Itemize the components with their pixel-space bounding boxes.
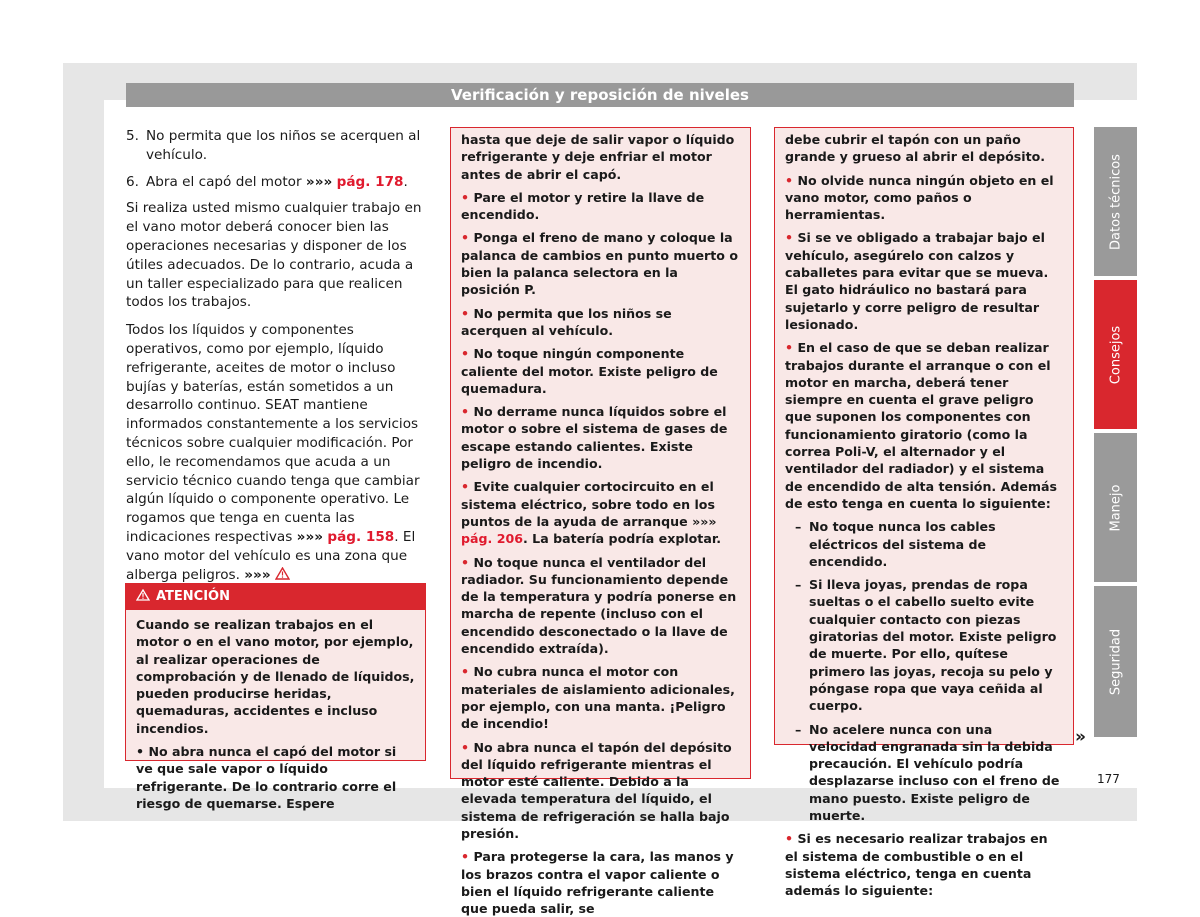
continue-arrow-icon: » (1075, 727, 1086, 747)
warning-bullet: • Para protegerse la cara, las manos y los brazos contra el vapor caliente o bien el líquido refrigerante caliente que pueda salir, se (461, 849, 734, 917)
warning-bullet: • No abra nunca el capó del motor si ve que sale vapor o líquido refrigerante. De lo contrario corre el riesgo de quemarse. Espere (136, 744, 397, 811)
page-reference-link[interactable]: pág. 206 (461, 531, 523, 547)
dash-item: – No toque nunca los cables eléctricos del sistema de encendido. (795, 519, 996, 569)
warning-bullet: • Ponga el freno de mano y coloque la palanca de cambios en punto muerto o bien la palanca selectora en la posición P. (461, 230, 738, 298)
warning-bullet: • Si se ve obligado a trabajar bajo el vehículo, asegúrelo con calzos y caballetes para evitar que se mueva. El gato hidráulico no bastará para sujetarlo y corre peligro de resultar lesionado. (785, 230, 1049, 332)
page-reference-link[interactable]: pág. 158 (327, 528, 395, 545)
bullet-icon: • (461, 479, 470, 495)
warning-bullet: • No cubra nunca el motor con materiales de aislamiento adicionales, por ejemplo, con una manta. ¡Peligro de incendio! (461, 664, 735, 732)
step-number: 5. (126, 128, 139, 144)
bullet-icon: • (461, 189, 470, 205)
step-item-6: 6. Abra el capó del motor »»» pág. 178. (126, 173, 408, 190)
warning-continuation: debe cubrir el tapón con un paño grande y grueso al abrir el depósito. (785, 132, 1046, 165)
step-number: 6. (126, 173, 139, 190)
bullet-icon: • (785, 230, 794, 246)
tab-datos-tecnicos[interactable]: Datos técnicos (1094, 127, 1137, 276)
warning-header (126, 584, 425, 610)
bullet-icon: • (461, 849, 470, 865)
dash-item: – Si lleva joyas, prendas de ropa sueltas o el cabello suelto evite cualquier contacto con piezas giratorias del motor. Existe peligro de muerte. Por ello, quítese primero las joyas, recoja su pelo y póngase ropa que vaya ceñida al cuerpo. (795, 577, 1057, 714)
page-reference-link[interactable]: pág. 178 (336, 173, 404, 190)
step-text: No permita que los niños se acerquen al vehículo. (146, 128, 421, 163)
bullet-icon: • (461, 404, 470, 420)
warning-triangle-icon (275, 567, 290, 580)
warning-bullet: • Si es necesario realizar trabajos en el sistema de combustible o en el sistema eléctrico, tenga en cuenta además lo siguiente: (785, 831, 1048, 899)
warning-continuation-box (450, 127, 751, 917)
bullet-icon: • (785, 831, 794, 847)
reference-arrows-icon: »»» (296, 528, 324, 545)
warning-bullet: • No toque ningún componente caliente del motor. Existe peligro de quemadura. (461, 346, 718, 396)
warning-bullet: • No abra nunca el tapón del depósito del líquido refrigerante mientras el motor esté caliente. Debido a la elevada temperatura del líquido, el sistema de refrigeración se halla bajo presión. (461, 739, 732, 841)
bullet-icon: • (461, 664, 470, 680)
step-item-5 (126, 127, 426, 165)
dash-item: – No acelere nunca con una velocidad engranada sin la debida precaución. El vehículo podría desplazarse incluso con el freno de mano puesto. Existe peligro de muerte. (795, 721, 1060, 823)
warning-bullet: • Pare el motor y retire la llave de encendido. (461, 189, 705, 223)
warning-box (125, 583, 426, 811)
reference-arrows-icon: »»» (305, 173, 333, 190)
tab-manejo[interactable]: Manejo (1094, 433, 1137, 582)
warning-bullet: • No olvide nunca ningún objeto en el vano motor, como paños o herramientas. (785, 172, 1054, 223)
section-title: Verificación y reposición de niveles (126, 83, 1074, 107)
paragraph-1: Si realiza usted mismo cualquier trabajo en el vano motor deberá conocer bien las operaciones necesarias y disponer de los útiles adecuados. De lo contrario, acuda a un taller especializado para que realicen todos los trabajos. (126, 200, 422, 311)
bullet-icon: • (461, 230, 470, 246)
reference-arrows-icon: »»» (244, 566, 271, 583)
warning-continuation-box (774, 127, 1074, 899)
bullet-icon: • (461, 346, 470, 362)
warning-intro: Cuando se realizan trabajos en el motor o en el vano motor, por ejemplo, al realizar operaciones de comprobación y de llenado de líquidos, pueden producirse heridas, quemaduras, accidentes e incluso incendios. (136, 617, 415, 736)
warning-label: ATENCIÓN (156, 589, 230, 604)
warning-bullet: • En el caso de que se deban realizar trabajos durante el arranque o con el motor en marcha, deberá tener siempre en cuenta el grave peligro que suponen los componentes con funcionamiento giratorio (como la correa Poli-V, el alternador y el ventilador del radiador) y el sistema de encendido de alta tensión. Además de esto tenga en cuenta lo siguiente: (785, 340, 1058, 511)
warning-bullet: • No permita que los niños se acerquen al vehículo. (461, 305, 672, 338)
bullet-icon: • (461, 739, 470, 755)
warning-bullet: • No toque nunca el ventilador del radiador. Su funcionamiento depende de la temperatura y podría ponerse en marcha de repente (incluso con el encendido desconectado o la llave de encendido extraída). (461, 554, 737, 657)
tab-consejos[interactable]: Consejos (1094, 280, 1137, 429)
warning-triangle-icon (136, 589, 150, 601)
warning-bullet: • No derrame nunca líquidos sobre el motor o sobre el sistema de gases de escape estando calientes. Existe peligro de incendio. (461, 404, 728, 472)
bullet-icon: • (785, 340, 794, 356)
step-text: Abra el capó del motor (146, 173, 302, 190)
tab-seguridad[interactable]: Seguridad (1094, 586, 1137, 737)
bullet-icon: • (785, 172, 794, 188)
reference-arrows-icon: »»» (692, 513, 717, 529)
bullet-icon: • (136, 744, 145, 760)
page-number: 177 (1097, 772, 1120, 786)
warning-bullet: • Evite cualquier cortocircuito en el sistema eléctrico, sobre todo en los puntos de la ayuda de arranque »»» pág. 206. La batería podría explotar. (461, 479, 722, 547)
bullet-icon: • (461, 554, 470, 570)
warning-continuation: hasta que deje de salir vapor o líquido refrigerante y deje enfriar el motor antes de abrir el capó. (461, 132, 735, 182)
bullet-icon: • (461, 305, 470, 321)
main-text-column (126, 127, 426, 593)
paragraph-2: Todos los líquidos y componentes operativos, como por ejemplo, líquido refrigerante, aceites de motor o incluso bujías y baterías, están sometidos a un desarrollo continuo. SEAT mantiene informados constantemente a los servicios técnicos sobre cualquier modificación. Por ello, le recomendamos que acuda a un servicio técnico cuando tenga que cambiar algún líquido o componente operativo. Le rogamos que tenga en cuenta las indicaciones respectivas »»» pág. 158. El vano motor del vehículo es una zona que alberga peligros. »»» (126, 322, 420, 583)
